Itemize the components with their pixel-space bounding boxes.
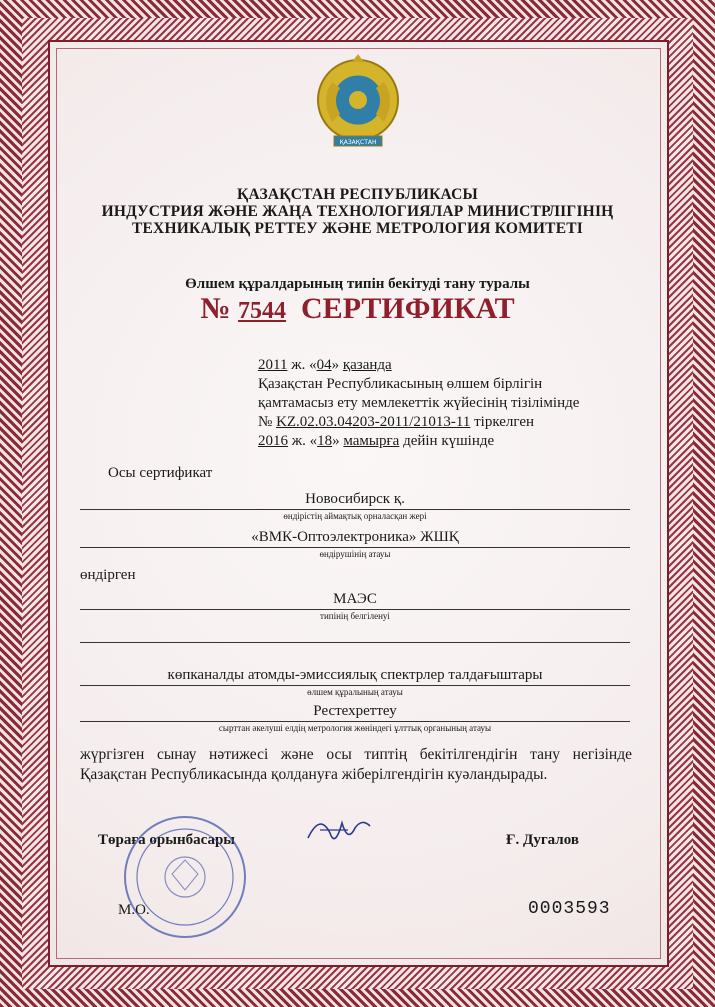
- manufacturer-line: [80, 547, 630, 548]
- conclusion-text: жүргізген сынау нәтижесі және осы типтің бекітілгендігін тану негізінде Қазақстан Республикасында қолдануға жіберілгендігін куәландырады.: [80, 746, 632, 783]
- emblem-label: ҚАЗАҚСТАН: [339, 139, 377, 146]
- issue-day-suffix: »: [331, 357, 343, 373]
- valid-suffix: дейін күшінде: [399, 433, 495, 449]
- valid-mid2: »: [332, 433, 344, 449]
- blank-line: [80, 642, 630, 643]
- type-line: [80, 609, 630, 610]
- national-body-caption: сырттан әкелуші елдің метрология жөніндегі ұлттық органының атауы: [218, 723, 492, 733]
- header-line-2: ИНДУСТРИЯ ЖӘНЕ ЖАҢА ТЕХНОЛОГИЯЛАР МИНИСТРЛІГІНІҢ: [101, 203, 614, 220]
- produced-label: өндірген: [80, 567, 136, 583]
- issue-month: қазанда: [342, 357, 392, 373]
- reg-prefix: №: [258, 414, 277, 430]
- chairman-label: Төраға орынбасары: [98, 832, 235, 848]
- national-body-value: Рестехреттеу: [313, 703, 397, 719]
- instrument-line: [80, 685, 630, 686]
- manufacturer-caption: өндірушінің атауы: [319, 549, 391, 559]
- info-line-2: Қазақстан Республикасының өлшем бірлігін: [258, 376, 543, 392]
- valid-month: мамырға: [343, 433, 400, 449]
- reg-suffix: тіркелген: [470, 414, 535, 430]
- registration-number: KZ.02.03.04203-2011/21013-11: [276, 414, 471, 430]
- issue-year: 2011: [258, 357, 288, 373]
- chairman-name: Ғ. Дугалов: [506, 832, 579, 848]
- instrument-caption: өлшем құралының атауы: [307, 687, 403, 697]
- manufacturer-value: «ВМК-Оптоэлектроника» ЖШҚ: [251, 529, 459, 545]
- certificate-word: СЕРТИФИКАТ: [301, 292, 515, 325]
- issue-year-suffix: ж. «: [287, 357, 317, 373]
- valid-mid: ж. «: [288, 433, 318, 449]
- valid-day: 18: [317, 433, 333, 449]
- location-value: Новосибирск қ.: [305, 491, 405, 507]
- certificate-title: [0, 292, 715, 326]
- type-value: МАЭС: [333, 591, 377, 607]
- validity-line: [258, 432, 494, 451]
- header-line-3: ТЕХНИКАЛЫҚ РЕТТЕУ ЖӘНЕ МЕТРОЛОГИЯ КОМИТЕТІ: [131, 220, 584, 237]
- this-certificate-label: Осы сертификат: [108, 465, 213, 481]
- number-sign: №: [200, 292, 231, 325]
- issue-date-line: [258, 356, 392, 375]
- location-caption: өндірістің аймақтық орналасқан жері: [283, 511, 427, 521]
- national-body-line: [80, 721, 630, 722]
- official-seal-icon: [120, 812, 250, 942]
- info-line-3: қамтамасыз ету мемлекеттік жүйесінің тізілімінде: [258, 395, 580, 411]
- valid-year: 2016: [258, 433, 288, 449]
- certificate-number: 7544: [238, 298, 287, 324]
- instrument-value: көпканалды атомды-эмиссиялық спектрлер талдағыштары: [167, 667, 543, 683]
- signature-icon: [300, 808, 380, 858]
- seal-label: М.О.: [118, 902, 150, 918]
- issue-day: 04: [316, 357, 332, 373]
- type-caption: типінің белгіленуі: [320, 611, 390, 621]
- location-line: [80, 509, 630, 510]
- serial-number: 0003593: [528, 899, 611, 919]
- certificate-subtitle: Өлшем құралдарының типін бекітуді тану туралы: [185, 276, 530, 292]
- state-emblem-icon: [312, 52, 404, 152]
- registration-line: [258, 413, 534, 432]
- header-line-1: ҚАЗАҚСТАН РЕСПУБЛИКАСЫ: [237, 186, 478, 203]
